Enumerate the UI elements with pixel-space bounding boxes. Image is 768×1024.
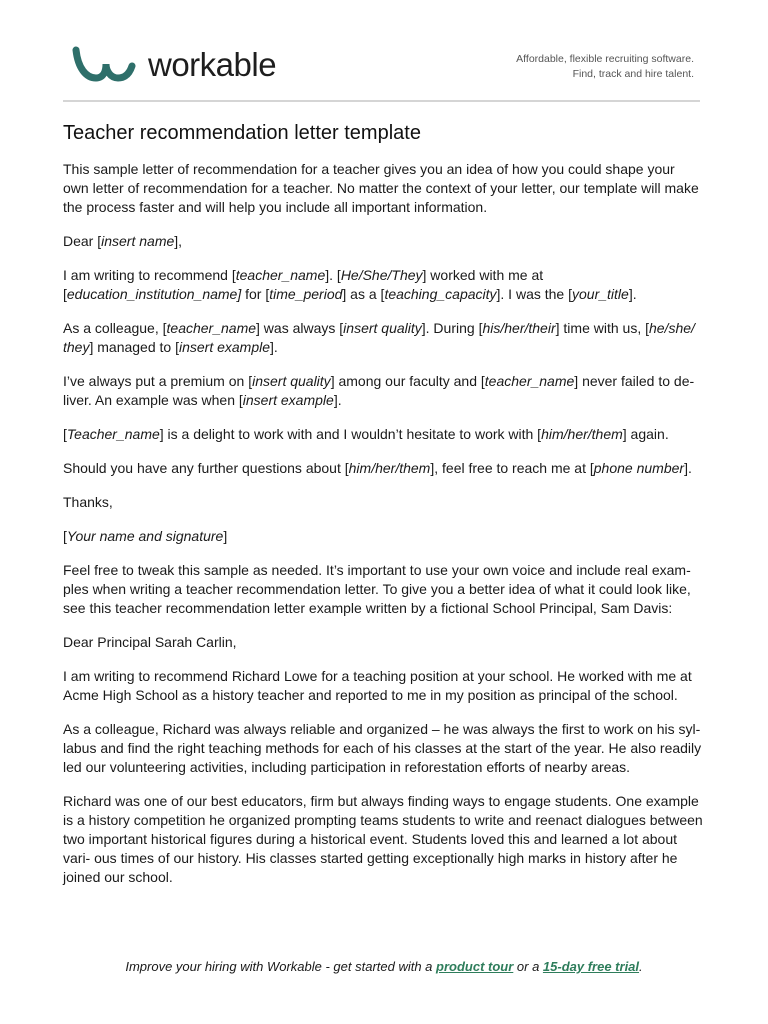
tagline-line-1: Affordable, flexible recruiting software. [516,53,694,65]
product-tour-link[interactable]: product tour [436,959,514,974]
header-divider [63,100,700,102]
footer-cta [0,959,768,974]
logo-text: workable [148,45,277,83]
paragraph: I am writing to recommend Richard Lowe for a teaching position at your school. He worked with me at Acme High School as a history teacher and reported to me in my position as principal of the school. [63,668,692,703]
paragraph: [Your name and signature] [63,528,228,544]
workable-logo[interactable] [72,44,276,84]
document-title: Teacher recommendation letter template [63,122,421,144]
paragraph: I am writing to recommend [teacher_name]. [He/She/They] worked with me at [education_institution_name] for [time_period] as a [teaching_capacity]. I was the [your_title]. [63,267,637,302]
tagline [516,52,694,82]
workable-logo-icon [72,44,136,84]
tagline-line-2: Find, track and hire talent. [572,68,694,80]
free-trial-link[interactable]: 15-day free trial [542,959,640,974]
paragraph: Feel free to tweak this sample as needed. It’s important to use your own voice and include real exam- ples when writing a teacher recommendation letter. To give you a better idea of what it could look like, see this teacher recommendation letter example written by a fictional School Principal, Sam Davis: [63,562,691,616]
paragraph: Thanks, [63,494,113,510]
document-body [63,120,703,902]
page-header [0,0,768,102]
paragraph: Richard was one of our best educators, firm but always finding ways to engage students. One example is a history competition he organized prompting teams students to write and reenact dialogues between two important historical figures during a historical event. Students loved this and learned a lot about vari- ous times of our history. His classes started getting exceptionally high marks in history after he joined our school. [63,793,703,885]
paragraph: [Teacher_name] is a delight to work with and I wouldn’t hesitate to work with [him/her/them] again. [63,426,669,442]
footer-middle: or a [513,959,543,974]
paragraph: As a colleague, Richard was always reliable and organized – he was always the first to work on his syl- labus and find the right teaching methods for each of his classes at the start of the year. He also readily led our volunteering activities, including participation in reforestation efforts of nearby areas. [63,721,702,775]
paragraph: Dear Principal Sarah Carlin, [63,634,237,650]
paragraph: Should you have any further questions about [him/her/them], feel free to reach me at [phone number]. [63,460,692,476]
footer-prefix: Improve your hiring with Workable - get started with a [125,959,437,974]
footer-suffix: . [639,959,643,974]
paragraph: As a colleague, [teacher_name] was always [insert quality]. During [his/her/their] time with us, [he/she/ they] managed to [insert example]. [63,320,695,355]
paragraph: This sample letter of recommendation for a teacher gives you an idea of how you could shape your own letter of recommendation for a teacher. No matter the context of your letter, our template will make the process faster and will help you include all important information. [63,161,699,215]
paragraphs [63,160,703,887]
paragraph: I’ve always put a premium on [insert quality] among our faculty and [teacher_name] never failed to de- liver. An example was when [insert example]. [63,373,695,408]
paragraph: Dear [insert name], [63,233,183,249]
